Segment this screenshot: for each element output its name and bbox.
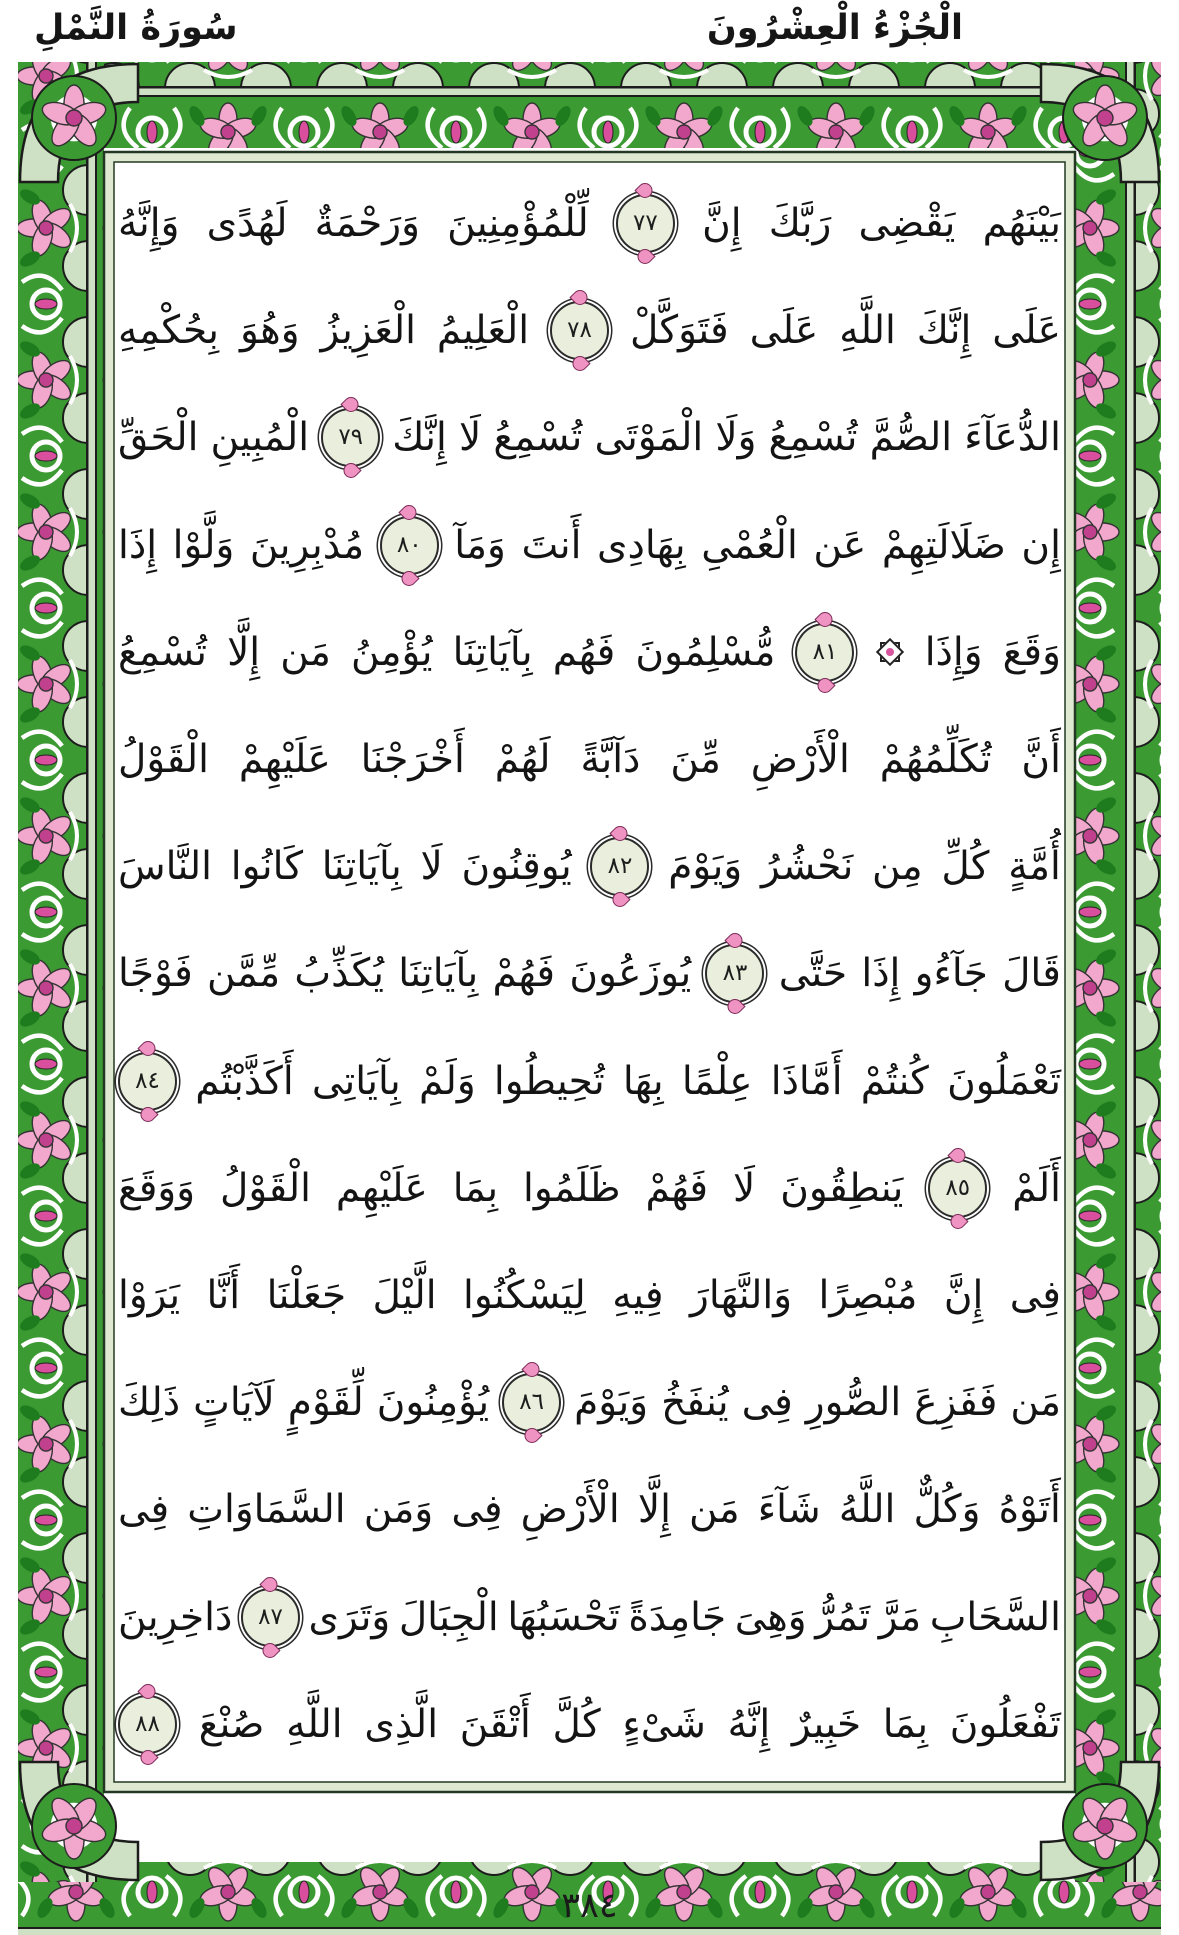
word: يُوقِنُونَ (461, 844, 572, 890)
word: مَن (280, 629, 331, 675)
word: الْقَوْلُ (220, 1165, 311, 1211)
word: مِّمَّن (207, 951, 281, 997)
ayah-number: ٨٥ (945, 1174, 971, 1201)
word: بِآيَاتِنَا (321, 844, 402, 890)
word: إِنَّ (702, 201, 742, 247)
word: وَمَن (363, 1487, 434, 1533)
word: نَحْشُرُ (760, 844, 854, 890)
word: مُبْصِرًا (818, 1272, 918, 1318)
word: فِى (1009, 1272, 1061, 1318)
word: فِيهِ (612, 1272, 664, 1318)
word: لَهُدًى (206, 201, 288, 247)
word: إِلَّا (637, 1487, 671, 1533)
word: الَّيْلَ (372, 1272, 437, 1318)
ayah-marker-٧٧ (616, 194, 675, 253)
word: تُسْمِعُ (118, 629, 207, 675)
ayah-marker-٨٥ (928, 1159, 987, 1218)
word: دَاخِرِينَ (118, 1594, 233, 1640)
word: يُنفَخُ (661, 1380, 729, 1426)
ayah-number: ٨٧ (258, 1603, 283, 1630)
mushaf-line-15 (118, 1671, 1061, 1778)
word: مُدْبِرِينَ (249, 522, 365, 568)
mushaf-line-3 (118, 384, 1061, 491)
word: لَا (458, 415, 482, 461)
word: إِنَّ (943, 1272, 984, 1318)
word: بِمَا (452, 1165, 499, 1211)
word: وَإِذَا (924, 629, 983, 675)
word: إِنَّهُ (727, 1701, 771, 1747)
word: فَتَوَكَّلْ (629, 308, 729, 354)
ayah-number: ٧٧ (633, 210, 658, 237)
word: عِلْمًا (681, 1058, 753, 1104)
ayah-marker-٨٨ (118, 1695, 177, 1754)
ayah-number: ٨٦ (519, 1389, 544, 1416)
word: كُلِّ (941, 844, 990, 890)
word: إِن (1021, 522, 1061, 568)
word: بِآيَاتِى (311, 1058, 401, 1104)
word: وَلَا (715, 415, 757, 461)
ayah-marker-٨١ (795, 623, 854, 682)
word: ظَلَمُوا (523, 1165, 621, 1211)
mushaf-line-13 (118, 1456, 1061, 1563)
word: فَوْجًا (118, 951, 193, 997)
word: وَإِنَّهُ (118, 201, 180, 247)
mushaf-line-4 (118, 492, 1061, 599)
mushaf-line-5 (118, 599, 1061, 706)
word: الْعَزِيزُ (320, 308, 416, 354)
mushaf-line-7 (118, 813, 1061, 920)
mushaf-line-12 (118, 1349, 1061, 1456)
word: كُنتُمْ (860, 1058, 929, 1104)
word: مَرَّ (878, 1594, 922, 1640)
word: الْأَرْضِ (520, 1487, 620, 1533)
word: أَتْقَنَ (459, 1701, 531, 1747)
word: إِنَّكَ (916, 308, 972, 354)
word: صُنْعَ (198, 1701, 265, 1747)
word: تُحِيطُوا (493, 1058, 605, 1104)
word: وَيَوْمَ (574, 1380, 649, 1426)
word: وَمَآ (454, 522, 506, 568)
word: ذَلِكَ (118, 1380, 181, 1426)
word: بِهَا (622, 1058, 664, 1104)
word: لَا (732, 1165, 756, 1211)
word: تُكَلِّمُهُمْ (879, 737, 992, 783)
mushaf-line-11 (118, 1242, 1061, 1349)
word: بِمَا (882, 1701, 929, 1747)
word: جَعَلْنَا (266, 1272, 347, 1318)
ayah-marker-٨٣ (705, 944, 764, 1003)
word: فِى (118, 1487, 170, 1533)
ayah-marker-٨٠ (380, 516, 439, 575)
word: كُلَّ (552, 1701, 601, 1747)
word: فَهُمْ (492, 951, 556, 997)
word: اللَّهِ (286, 1701, 343, 1747)
ayah-number: ٨٢ (607, 853, 633, 880)
word: لِّقَوْمٍ (287, 1380, 364, 1426)
word: السَّحَابِ (929, 1594, 1061, 1640)
juz-header: الْجُزْءُ الْعِشْرُونَ (706, 8, 963, 48)
word: جَامِدَةً (628, 1594, 727, 1640)
word: اللَّهِ (839, 308, 896, 354)
quran-text-block (118, 170, 1061, 1778)
word: شَآءَ (757, 1487, 821, 1533)
word: قَالَ (1002, 951, 1061, 997)
ayah-marker-٧٩ (321, 408, 380, 467)
ayah-number: ٨٤ (135, 1067, 160, 1094)
word: الصُّمَّ (869, 415, 953, 461)
word: إِنَّكَ (392, 415, 447, 461)
ayah-number: ٨٨ (135, 1710, 160, 1737)
word: الْجِبَالَ (398, 1594, 499, 1640)
word: النَّاسَ (118, 844, 212, 890)
word: أَنَّا (206, 1272, 241, 1318)
word: تَعْمَلُونَ (947, 1058, 1061, 1104)
word: وَهُوَ (239, 308, 300, 354)
word: إِذَا (118, 522, 158, 568)
word: مِن (872, 844, 923, 890)
word: دَآبَّةً (580, 737, 641, 783)
word: وَوَقَعَ (118, 1165, 196, 1211)
word: لِيَسْكُنُوا (463, 1272, 586, 1318)
word: إِلَّا (227, 629, 261, 675)
word: وَكُلٌّ (913, 1487, 981, 1533)
word: فِى (741, 1380, 793, 1426)
word: وَهِىَ (734, 1594, 807, 1640)
word: الْعُمْىِ (701, 522, 798, 568)
word: كَانُوا (230, 844, 304, 890)
ayah-marker-٨٤ (118, 1052, 177, 1111)
word: الدُّعَآءَ (964, 415, 1061, 461)
word: أَنَّ (1021, 737, 1061, 783)
mushaf-line-9 (118, 1028, 1061, 1135)
word: فَهُمْ (645, 1165, 709, 1211)
mushaf-line-1 (118, 170, 1061, 277)
word: بِآيَاتِنَا (398, 951, 479, 997)
word: مَن (689, 1487, 740, 1533)
word: الْأَرْضِ (750, 737, 850, 783)
word: عَلَيْهِم (335, 1165, 428, 1211)
word: حَتَّى (778, 951, 848, 997)
word: عَلَى (992, 308, 1061, 354)
rub-el-hizb-star-icon (875, 637, 905, 667)
word: أَمَّاذَا (770, 1058, 843, 1104)
word: خَبِيرٌ (791, 1701, 862, 1747)
word: يُوزَعُونَ (569, 951, 692, 997)
word: اللَّهُ (838, 1487, 896, 1533)
mushaf-line-2 (118, 277, 1061, 384)
word: الْعَلِيمُ (436, 308, 530, 354)
ayah-marker-٧٨ (550, 301, 609, 360)
word: أَكَذَّبْتُم (195, 1058, 294, 1104)
mushaf-line-14 (118, 1563, 1061, 1670)
word: تُسْمِعُ (493, 415, 583, 461)
ayah-marker-٨٦ (502, 1373, 561, 1432)
word: تَحْسَبُهَا (507, 1594, 620, 1640)
word: لِّلْمُؤْمِنِينَ (447, 201, 589, 247)
ayah-number: ٨٣ (722, 960, 748, 987)
word: ضَلَالَتِهِمْ (881, 522, 1006, 568)
word: وَرَحْمَةٌ (314, 201, 420, 247)
word: عَلَيْهِمْ (238, 737, 331, 783)
word: وَالنَّهَارَ (690, 1272, 793, 1318)
word: مَن (1010, 1380, 1061, 1426)
word: يُؤْمِنُونَ (376, 1380, 490, 1426)
word: الصُّورِ (805, 1380, 902, 1426)
word: أَنتَ (521, 522, 582, 568)
word: لَهُمْ (494, 737, 551, 783)
ayah-number: ٨١ (812, 638, 838, 665)
ayah-number: ٧٨ (567, 317, 592, 344)
word: بِهَادِى (597, 522, 686, 568)
word: الْمُبِينِ (210, 415, 310, 461)
word: يَرَوْا (118, 1272, 181, 1318)
word: الْمَوْتَى (594, 415, 704, 461)
word: تَفْعَلُونَ (949, 1701, 1061, 1747)
word: تَمُرُّ (815, 1594, 871, 1640)
word: بِحُكْمِهِ (118, 308, 220, 354)
mushaf-line-6 (118, 706, 1061, 813)
word: وَلَّوْا (172, 522, 235, 568)
word: يَقْضِى (858, 201, 956, 247)
word: فِى (451, 1487, 503, 1533)
word: السَّمَاوَاتِ (187, 1487, 346, 1533)
word: شَىْءٍ (622, 1701, 706, 1747)
ayah-marker-٨٢ (590, 837, 649, 896)
word: يُكَذِّبُ (294, 951, 384, 997)
word: إِذَا (861, 951, 901, 997)
word: مُّسْلِمُونَ (635, 629, 776, 675)
mushaf-line-8 (118, 920, 1061, 1027)
word: أَخْرَجْنَا (360, 737, 465, 783)
word: الْحَقِّ (118, 415, 199, 461)
word: وَتَرَى (308, 1594, 391, 1640)
word: لَآيَاتٍ (193, 1380, 275, 1426)
word: فَهُم (552, 629, 616, 675)
page-number: ٣٨٤ (561, 1886, 618, 1926)
surah-header: سُورَةُ النَّمْلِ (34, 8, 238, 48)
word: وَيَوْمَ (668, 844, 743, 890)
word: الَّذِى (364, 1701, 439, 1747)
word: جَآءُو (914, 951, 988, 997)
word: وَقَعَ (1002, 629, 1061, 675)
word: وَلَمْ (419, 1058, 476, 1104)
word: تُسْمِعُ (768, 415, 858, 461)
word: فَفَزِعَ (914, 1380, 998, 1426)
word: رَبَّكَ (768, 201, 832, 247)
word: عَلَى (749, 308, 819, 354)
word: أَلَمْ (1012, 1165, 1061, 1211)
ayah-number: ٨٠ (396, 531, 422, 558)
ayah-marker-٨٧ (241, 1588, 300, 1647)
word: يُؤْمِنُ (350, 629, 433, 675)
word: يَنطِقُونَ (780, 1165, 904, 1211)
word: عَن (813, 522, 867, 568)
word: بِآيَاتِنَا (452, 629, 533, 675)
word: لَا (420, 844, 443, 890)
word: أَتَوْهُ (998, 1487, 1061, 1533)
word: الْقَوْلُ (118, 737, 209, 783)
mushaf-line-10 (118, 1135, 1061, 1242)
word: أُمَّةٍ (1008, 844, 1061, 890)
word: بَيْنَهُم (982, 201, 1061, 247)
ayah-number: ٧٩ (338, 424, 364, 451)
word: مِّنَ (670, 737, 721, 783)
